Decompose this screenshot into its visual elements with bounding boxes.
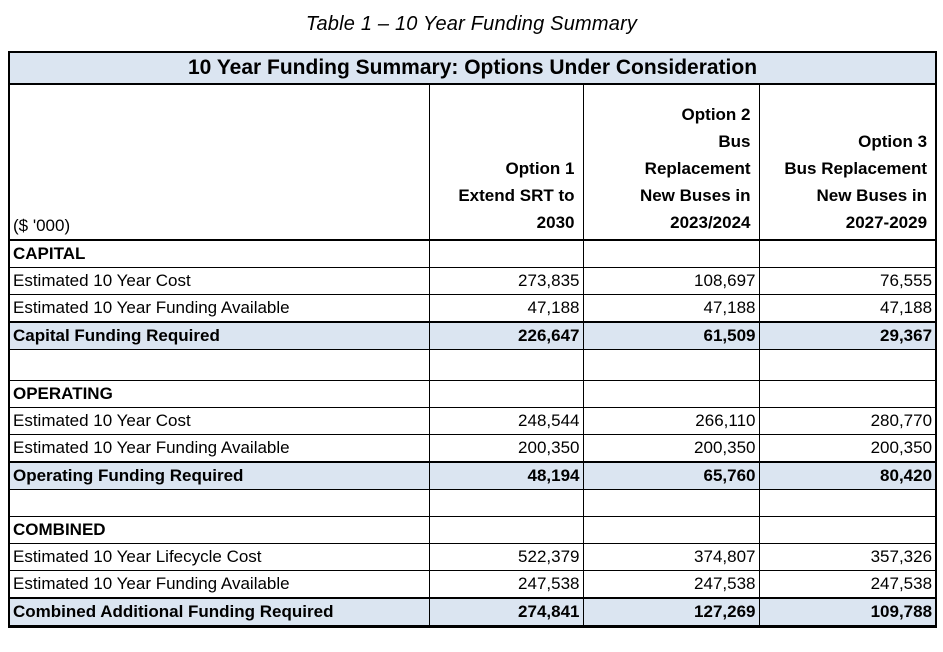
- empty-cell: [583, 240, 759, 268]
- empty-cell: [429, 381, 583, 408]
- col-header-line: New Buses in: [816, 186, 928, 205]
- cell-value: 274,841: [429, 598, 583, 627]
- col-header-line: Option 2: [681, 105, 751, 124]
- empty-cell: [429, 490, 583, 517]
- empty-cell: [429, 350, 583, 381]
- cell-value: 374,807: [583, 544, 759, 571]
- column-header-row: [9, 84, 936, 240]
- table-row: [9, 571, 936, 599]
- units-label: ($ '000): [9, 84, 429, 240]
- row-label: Estimated 10 Year Cost: [9, 408, 429, 435]
- cell-value: 47,188: [583, 295, 759, 323]
- row-label: Estimated 10 Year Funding Available: [9, 295, 429, 323]
- table-row: [9, 408, 936, 435]
- cell-value: 80,420: [759, 462, 936, 490]
- table-title: 10 Year Funding Summary: Options Under Consideration: [9, 52, 936, 84]
- cell-value: 226,647: [429, 322, 583, 350]
- empty-cell: [9, 350, 429, 381]
- empty-cell: [429, 240, 583, 268]
- cell-value: 248,544: [429, 408, 583, 435]
- col-header-line: New Buses in: [639, 186, 751, 205]
- section-label: OPERATING: [9, 381, 429, 408]
- col-header-line: 2027-2029: [845, 213, 928, 232]
- section-header-capital: [9, 240, 936, 268]
- cell-value: 47,188: [759, 295, 936, 323]
- empty-cell: [759, 240, 936, 268]
- total-row-capital: [9, 322, 936, 350]
- section-header-combined: [9, 517, 936, 544]
- section-header-operating: [9, 381, 936, 408]
- cell-value: 247,538: [583, 571, 759, 599]
- spacer-row: [9, 490, 936, 517]
- cell-value: 47,188: [429, 295, 583, 323]
- total-row-operating: [9, 462, 936, 490]
- empty-cell: [583, 490, 759, 517]
- section-label: COMBINED: [9, 517, 429, 544]
- cell-value: 273,835: [429, 268, 583, 295]
- row-label: Operating Funding Required: [9, 462, 429, 490]
- cell-value: 247,538: [759, 571, 936, 599]
- empty-cell: [759, 517, 936, 544]
- cell-value: 76,555: [759, 268, 936, 295]
- funding-summary-table: [8, 51, 937, 628]
- col-header-line: Bus Replacement: [784, 159, 928, 178]
- cell-value: 200,350: [759, 435, 936, 463]
- col-header-line: Option 1: [505, 159, 575, 178]
- table-caption: Table 1 – 10 Year Funding Summary: [305, 13, 638, 35]
- spacer-row: [9, 350, 936, 381]
- empty-cell: [583, 381, 759, 408]
- col-header-line: Replacement: [644, 159, 751, 178]
- empty-cell: [9, 490, 429, 517]
- table-title-row: [9, 52, 936, 84]
- table-row: [9, 268, 936, 295]
- col-header-line: 2023/2024: [670, 213, 751, 232]
- cell-value: 108,697: [583, 268, 759, 295]
- table-row: [9, 544, 936, 571]
- table-row: [9, 295, 936, 323]
- cell-value: 522,379: [429, 544, 583, 571]
- table-row: [9, 435, 936, 463]
- col-header-option-2: [583, 84, 759, 240]
- cell-value: 200,350: [429, 435, 583, 463]
- empty-cell: [759, 490, 936, 517]
- row-label: Capital Funding Required: [9, 322, 429, 350]
- row-label: Estimated 10 Year Lifecycle Cost: [9, 544, 429, 571]
- col-header-option-1: [429, 84, 583, 240]
- cell-value: 247,538: [429, 571, 583, 599]
- cell-value: 61,509: [583, 322, 759, 350]
- empty-cell: [759, 381, 936, 408]
- col-header-line: Option 3: [858, 132, 928, 151]
- row-label: Combined Additional Funding Required: [9, 598, 429, 627]
- empty-cell: [759, 350, 936, 381]
- cell-value: 29,367: [759, 322, 936, 350]
- row-label: Estimated 10 Year Funding Available: [9, 435, 429, 463]
- section-label: CAPITAL: [9, 240, 429, 268]
- col-header-line: Extend SRT to: [458, 186, 575, 205]
- empty-cell: [583, 517, 759, 544]
- cell-value: 65,760: [583, 462, 759, 490]
- cell-value: 280,770: [759, 408, 936, 435]
- row-label: Estimated 10 Year Cost: [9, 268, 429, 295]
- total-row-combined: [9, 598, 936, 627]
- cell-value: 357,326: [759, 544, 936, 571]
- cell-value: 266,110: [583, 408, 759, 435]
- empty-cell: [429, 517, 583, 544]
- col-header-line: 2030: [536, 213, 575, 232]
- cell-value: 48,194: [429, 462, 583, 490]
- col-header-line: Bus: [718, 132, 751, 151]
- cell-value: 127,269: [583, 598, 759, 627]
- cell-value: 109,788: [759, 598, 936, 627]
- empty-cell: [583, 350, 759, 381]
- cell-value: 200,350: [583, 435, 759, 463]
- row-label: Estimated 10 Year Funding Available: [9, 571, 429, 599]
- col-header-option-3: [759, 84, 936, 240]
